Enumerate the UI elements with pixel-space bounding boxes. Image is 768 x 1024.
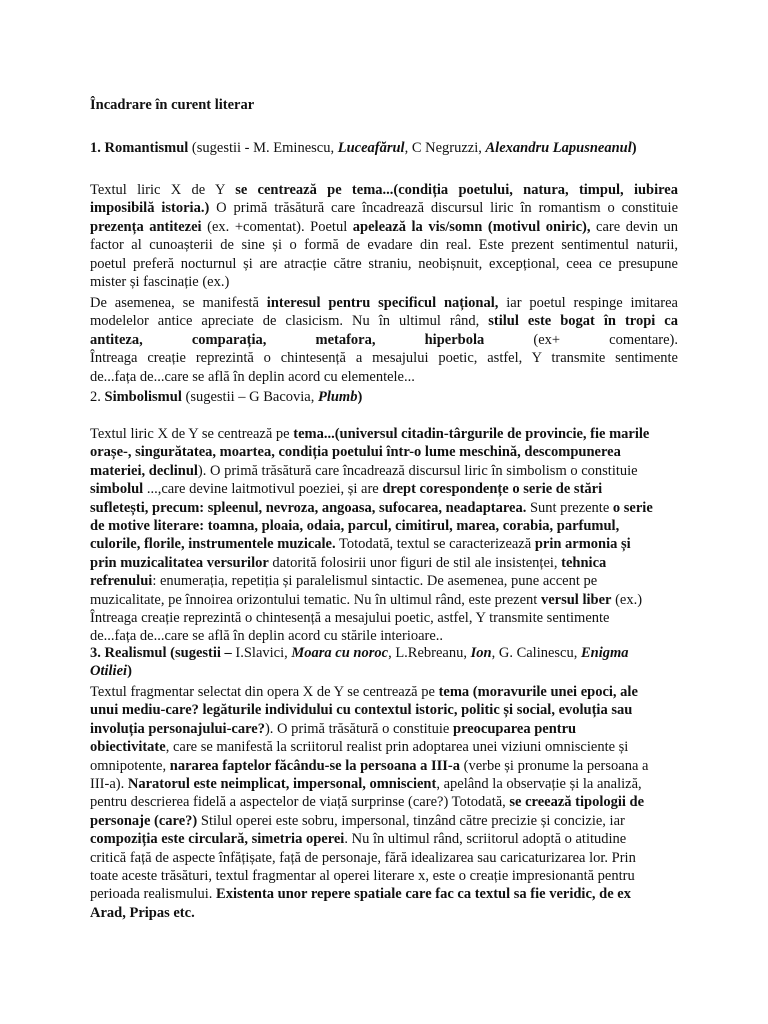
text-run: imposibilă istoria.) xyxy=(90,200,210,217)
text-run: , L.Rebreanu, xyxy=(388,645,471,661)
text-line xyxy=(90,904,678,922)
text-run: Întreaga creație reprezintă o chintesență a mesajului poetic, astfel, Y transmite sentimente xyxy=(90,609,610,626)
text-line xyxy=(90,294,678,312)
document-title: Încadrare în curent literar xyxy=(90,97,255,113)
text-line xyxy=(90,462,678,480)
text-line xyxy=(90,793,678,811)
text-line xyxy=(90,775,678,793)
text-run: sufletești, precum: spleenul, nevroza, angoasa, sufocarea, neadaptarea. xyxy=(90,499,527,516)
text-run: materiei, declinul xyxy=(90,462,198,479)
text-line xyxy=(90,830,678,848)
text-run: de...fața de...care se află în deplin acord cu stările interioare.. xyxy=(90,628,444,645)
text-run: de motive literare: toamna, ploaia, odaia, parcul, cimitirul, marea, corabia, parfumul, xyxy=(90,517,620,534)
text-run: prin armonia și xyxy=(534,536,631,553)
section-heading-romantism xyxy=(90,140,637,157)
text-run: ...,care devine laitmotivul poeziei, și are xyxy=(143,481,383,498)
text-run: Ion xyxy=(470,645,492,661)
text-run: versul liber xyxy=(540,591,612,608)
text-run: preocuparea pentru xyxy=(453,720,577,737)
text-line xyxy=(90,701,678,719)
text-line xyxy=(90,627,678,645)
text-run: O primă trăsătură care încadrează discursul liric în romantism o constituie xyxy=(209,200,679,217)
text-run: , care se manifestă la scriitorul realist prin adoptarea unei viziuni omnisciente și xyxy=(165,739,629,756)
paragraph-romantism-2 xyxy=(90,294,678,386)
text-run: prezența antitezei xyxy=(90,218,202,235)
text-run: Întreaga creație reprezintă o chintesență a mesajului poetic, astfel, Y transmite sentimente xyxy=(90,350,678,367)
text-run: orașe-, singurătatea, moartea, condiția poetului într-o lume meschină, descompunerea xyxy=(90,444,621,461)
text-line xyxy=(90,738,678,756)
text-line xyxy=(90,572,678,590)
text-run: ) xyxy=(631,140,637,156)
text-run: tema (moravurile unei epoci, ale xyxy=(438,684,638,700)
text-run: o serie xyxy=(612,499,653,516)
text-line xyxy=(90,425,678,443)
text-line xyxy=(90,312,678,330)
text-run: , apelând la observație și la analiză, xyxy=(436,775,642,792)
text-run: (ex. +comentat). Poetul xyxy=(201,218,353,235)
text-run: Moara cu noroc xyxy=(291,645,389,661)
text-run: III-a). xyxy=(90,775,128,792)
text-run: comentare). xyxy=(609,331,679,348)
text-run: muzicalitate, pe înnoirea orizontului tematic. Nu în ultimul rând, este prezent xyxy=(90,591,541,608)
text-line xyxy=(90,368,678,386)
text-run: datorită folosirii unor figuri de stil ale insistenței, xyxy=(268,554,562,571)
paragraph-romantism-1 xyxy=(90,181,678,291)
text-run: ). O primă trăsătură o constituie xyxy=(264,720,453,737)
text-line xyxy=(90,591,678,609)
text-run: De asemenea, se manifestă xyxy=(90,295,267,311)
text-run: (sugestii - M. Eminescu, xyxy=(191,140,338,156)
text-run: Luceafărul xyxy=(337,140,405,156)
text-line xyxy=(90,349,678,367)
text-run: iar poetul respinge imitarea xyxy=(498,295,678,311)
text-run: personaje (care?) xyxy=(90,812,198,829)
text-line xyxy=(90,236,678,254)
text-run: : enumerația, repetiția și paralelismul sintactic. De asemenea, pune accent pe xyxy=(152,573,598,590)
text-run: . Nu în ultimul rând, scriitorul adoptă o atitudine xyxy=(344,831,627,848)
text-line xyxy=(90,720,678,738)
text-line xyxy=(90,609,678,627)
text-run: Existenta unor repere spatiale care fac ca textul sa fie veridic, de ex xyxy=(216,886,631,903)
section-heading-realism xyxy=(90,645,629,662)
text-run: Textul fragmentar selectat din opera X de Y se centrează pe xyxy=(90,684,439,700)
text-run: hiperbola xyxy=(424,331,534,348)
text-run: drept corespondențe o serie de stări xyxy=(382,481,603,498)
text-run: I.Slavici, xyxy=(235,645,292,661)
text-run: compoziția este circulară, simetria operei xyxy=(90,831,345,848)
text-run: factor al cunoașterii de sine și o formă de evadare din real. Este prezent sentimentul naturii, xyxy=(90,237,678,254)
text-line xyxy=(90,255,678,273)
text-run: (verbe și pronume la persoana a xyxy=(460,757,649,774)
text-run: perioada realismului. xyxy=(90,886,217,903)
paragraph-simbolism xyxy=(90,425,678,646)
text-run: Alexandru Lapusneanul xyxy=(485,140,632,156)
text-run: tema...(universul citadin-târgurile de provincie, fie marile xyxy=(293,426,650,442)
text-run: Plumb xyxy=(317,389,358,405)
text-run: 2. xyxy=(90,389,105,405)
text-line xyxy=(90,480,678,498)
text-run: prin muzicalitatea versurilor xyxy=(90,554,269,571)
text-run: Simbolismul xyxy=(104,389,186,405)
text-run: (sugestii – G Bacovia, xyxy=(185,389,318,405)
text-run: metafora, xyxy=(315,331,425,348)
text-run: Totodată, textul se caracterizează xyxy=(335,536,535,553)
text-run: tehnica xyxy=(561,554,607,571)
text-line xyxy=(90,554,678,572)
text-run: apelează la vis/somn (motivul oniric), xyxy=(352,218,591,235)
text-line xyxy=(90,181,678,199)
text-line xyxy=(90,218,678,236)
text-line xyxy=(90,757,678,775)
text-run: Textul liric X de Y se centrează pe xyxy=(90,426,294,442)
text-run: Enigma xyxy=(581,645,629,661)
text-run: (ex.) xyxy=(611,591,643,608)
section-heading-realism-continued xyxy=(90,663,132,680)
text-run: ) xyxy=(357,389,363,405)
text-run: culorile, florile, instrumentele muzicale. xyxy=(90,536,336,553)
text-run: poetul preferă nocturnul și are atracție către straniu, neobișnuit, excepțional, ceea ce presupune xyxy=(90,255,678,272)
text-run: pentru descrierea fidelă a aspectelor de viață surprinse (care?) Totodată, xyxy=(90,794,510,811)
text-run: involuția personajului-care? xyxy=(90,720,265,737)
text-line xyxy=(90,867,678,885)
text-line xyxy=(90,199,678,217)
text-run: se centrează pe tema...(condiția poetului, natura, timpul, iubirea xyxy=(235,182,678,198)
text-run: Naratorul este neimplicat, impersonal, omniscient xyxy=(127,775,437,792)
text-line xyxy=(90,535,678,553)
text-run: refrenului xyxy=(90,573,153,590)
text-run: modelelor antice apreciate de clasicism. Nu în ultimul rând, xyxy=(90,313,489,330)
text-run: (ex+ xyxy=(533,331,610,348)
text-run: obiectivitate xyxy=(90,739,166,756)
text-line xyxy=(90,812,678,830)
text-run: interesul pentru specificul național, xyxy=(266,295,499,311)
text-line xyxy=(90,273,678,291)
text-run: toate aceste trăsături, textul fragmentar al operei literare x, este o creație impresionantă pentru xyxy=(90,867,635,884)
text-line xyxy=(90,683,678,701)
text-run: Sunt prezente xyxy=(526,499,613,516)
text-run: Otiliei xyxy=(90,663,128,679)
text-run: ) xyxy=(127,663,132,679)
text-run: 3. Realismul (sugestii – xyxy=(90,645,236,661)
section-heading-simbolism xyxy=(90,389,362,406)
text-run: , G. Calinescu, xyxy=(491,645,581,661)
text-run: , C Negruzzi, xyxy=(404,140,486,156)
text-run: mister și fascinație (ex.) xyxy=(90,273,230,290)
text-line xyxy=(90,499,678,517)
text-run: 1. Romantismul xyxy=(90,140,192,156)
text-line xyxy=(90,443,678,461)
text-run: Stilul operei este sobru, impersonal, tinzând către precizie și concizie, iar xyxy=(197,812,625,829)
text-run: Textul liric X de Y xyxy=(90,182,236,198)
text-run: se creează tipologii de xyxy=(509,794,645,811)
text-run: stilul este bogat în tropi ca xyxy=(488,313,678,330)
text-run: nararea faptelor făcându-se la persoana a III-a xyxy=(169,757,461,774)
text-run: comparația, xyxy=(191,331,316,348)
text-run: ). O primă trăsătură care încadrează discursul liric în simbolism o constituie xyxy=(197,462,638,479)
text-line xyxy=(90,885,678,903)
paragraph-realism xyxy=(90,683,678,922)
text-line xyxy=(90,331,678,349)
text-line xyxy=(90,517,678,535)
text-run: Arad, Pripas etc. xyxy=(90,904,195,921)
text-line xyxy=(90,849,678,867)
text-run: de...fața de...care se află în deplin acord cu elementele... xyxy=(90,368,415,385)
text-run: care devin un xyxy=(590,218,678,235)
text-run: omnipotente, xyxy=(90,757,170,774)
text-run: simbolul xyxy=(90,481,144,498)
text-run: critică față de aspecte înfățișate, față de personaje, fără idealizarea sau caricaturizarea lor. Prin xyxy=(90,849,636,866)
text-run: unui mediu-care? legăturile individului cu contextul istoric, politic și social, evoluția sau xyxy=(90,702,633,719)
text-run: antiteza, xyxy=(90,331,192,348)
